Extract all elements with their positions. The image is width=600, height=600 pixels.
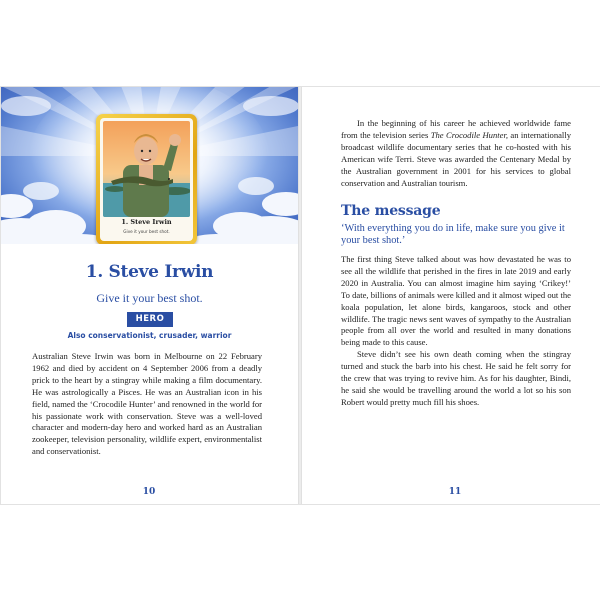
steve-irwin-portrait (103, 121, 190, 217)
page-title: 1. Steve Irwin (85, 262, 214, 282)
left-body-text (32, 351, 262, 458)
page-number-right: 11 (448, 487, 462, 497)
card-face (100, 118, 193, 241)
message-quote: ‘With everything you do in life, make sure you give it your best shot.’ (341, 223, 565, 246)
tarot-card (96, 114, 197, 244)
message-paragraph-1: The first thing Steve talked about was how devastated he was to see all the wildlife that perished in the fires in late 2019 and early 2020 in Australia. You can almost imagine him saying ‘Crikey!’ To date, billions of animals were killed and it almost wiped out the koala population, let alone birds, kangaroos, stock and other wildlife. The tragic news sent waves of sympathy to the Australian people from all over the world and resulted in many donations being made to this cause. (341, 254, 571, 348)
book-spread (0, 86, 600, 504)
message-paragraph-2: Steve didn’t see his own death coming when the stingray turned and stuck the barb into his chest. He said he felt sorry for the crew that was trying to revive him. As for his daughter, Bindi, he said she would be travelling around the world a lot so his son Robert would pretty much fill his shoes. (341, 349, 571, 407)
aliases-line: Also conservationist, crusader, warrior (67, 331, 232, 340)
intro-paragraph (341, 118, 571, 189)
intro-text-end: an internationally broadcast wildlife documentary series that he co-hosted with his American wife Terri. Steve was awarded the Centenary Medal by the Australian government in 2001 for his services to global conservation and Australian tourism. (341, 129, 571, 188)
card-subtitle: Give it your best shot. (123, 229, 170, 234)
card-illustration (103, 121, 190, 217)
right-page (302, 86, 599, 504)
motto: Give it your best shot. (96, 291, 203, 305)
left-paragraph: Australian Steve Irwin was born in Melbourne on 22 February 1962 and died by accident on 4 September 2006 from a deadly prick to the heart by a stingray while making a film documentary. He was astrologically a Pisces. He was an Australian icon in his field, named the ‘Crocodile Hunter’ and renowned in the world for his passionate work with conservation. Steve was a well-loved character and modern-day hero and worked hard as an Australian zookeeper, television personality, wildlife expert, environmentalist and conservationist. (32, 351, 262, 457)
right-body-text (341, 254, 571, 409)
card-title: 1. Steve Irwin (121, 218, 172, 226)
right-intro-text (341, 118, 571, 189)
page-number-left: 10 (142, 487, 156, 497)
left-page (1, 86, 298, 504)
message-heading: The message (341, 203, 441, 219)
intro-text-start: In the beginning of his career he achieved worldwide fame from the television series (341, 118, 571, 140)
archetype-badge: HERO (127, 312, 173, 327)
show-title: The Crocodile Hunter, (430, 129, 508, 140)
sky-illustration (1, 86, 298, 244)
